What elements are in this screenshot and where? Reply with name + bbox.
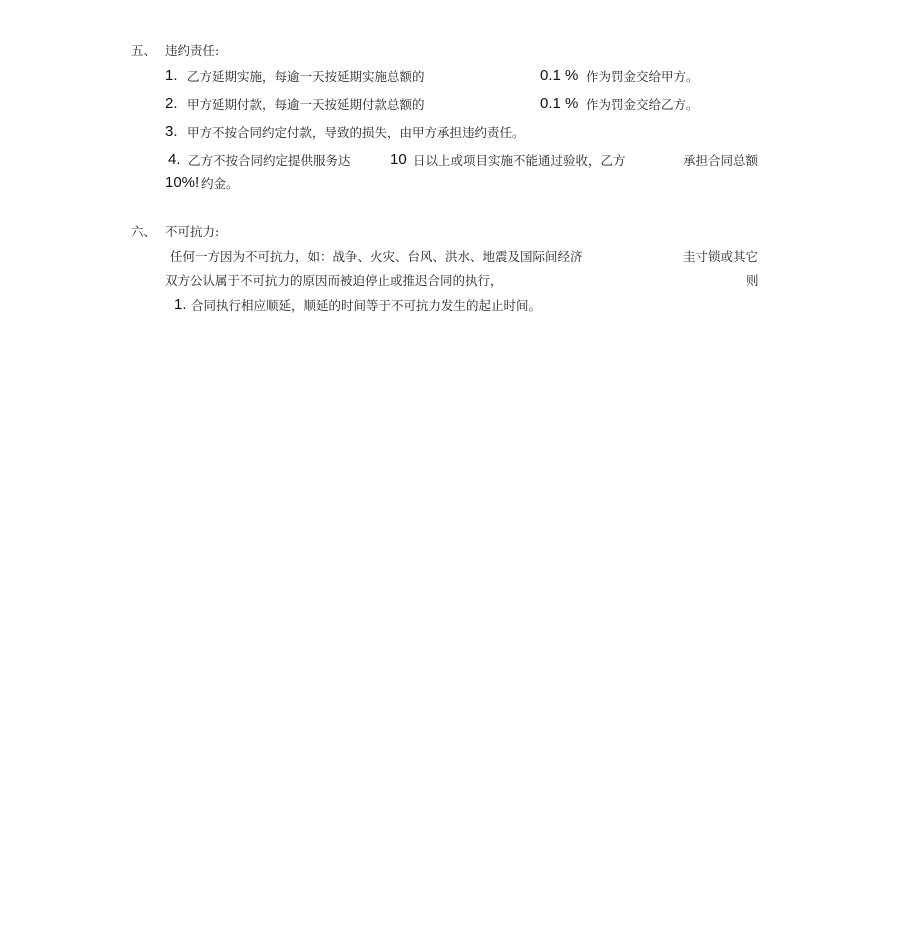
item-4-tail: 承担合同总额 (683, 153, 759, 168)
item-3-text: 甲方不按合同约定付款，导致的损失，由甲方承担违约责任。 (187, 125, 525, 140)
item-1-rate: 0.1 % (540, 67, 579, 84)
section-6-title: 不可抗力: (165, 224, 220, 239)
item-1-text: 乙方延期实施，每逾一天按延期实施总额的 (187, 69, 425, 84)
item-2-rate: 0.1 % (540, 95, 579, 112)
item-3-number: 3. (165, 123, 178, 140)
section-6-paragraph-line-2-tail: 则 (746, 273, 759, 288)
section-6-item-1-number: 1. (174, 296, 187, 313)
section-5-title: 违约责任: (165, 43, 220, 58)
item-2-number: 2. (165, 95, 178, 112)
item-4-days: 10 (390, 151, 407, 168)
item-4-number: 4. (168, 151, 181, 168)
item-4-mid: 日以上或项目实施不能通过验收，乙方 (413, 153, 626, 168)
section-6-paragraph-line-1-tail: 圭寸锁或其它 (683, 249, 759, 264)
section-6-paragraph-line-1: 任何一方因为不可抗力，如：战争、火灾、台风、洪水、地震及国际间经济 (170, 249, 583, 264)
section-5-number: 五、 (131, 43, 157, 58)
item-2-text: 甲方延期付款，每逾一天按延期付款总额的 (187, 97, 425, 112)
item-4-continuation: 约金。 (201, 176, 239, 191)
item-2-tail: 作为罚金交给乙方。 (586, 97, 699, 112)
item-1-tail: 作为罚金交给甲方。 (586, 69, 699, 84)
section-6-paragraph-line-2: 双方公认属于不可抗力的原因而被迫停止或推迟合同的执行， (165, 273, 503, 288)
item-4-text: 乙方不按合同约定提供服务达 (188, 153, 351, 168)
section-6-item-1-text: 合同执行相应顺延，顺延的时间等于不可抗力发生的起止时间。 (191, 298, 542, 313)
section-6-number: 六、 (131, 224, 157, 239)
item-4-percent: 10%! (165, 174, 200, 191)
item-1-number: 1. (165, 67, 178, 84)
